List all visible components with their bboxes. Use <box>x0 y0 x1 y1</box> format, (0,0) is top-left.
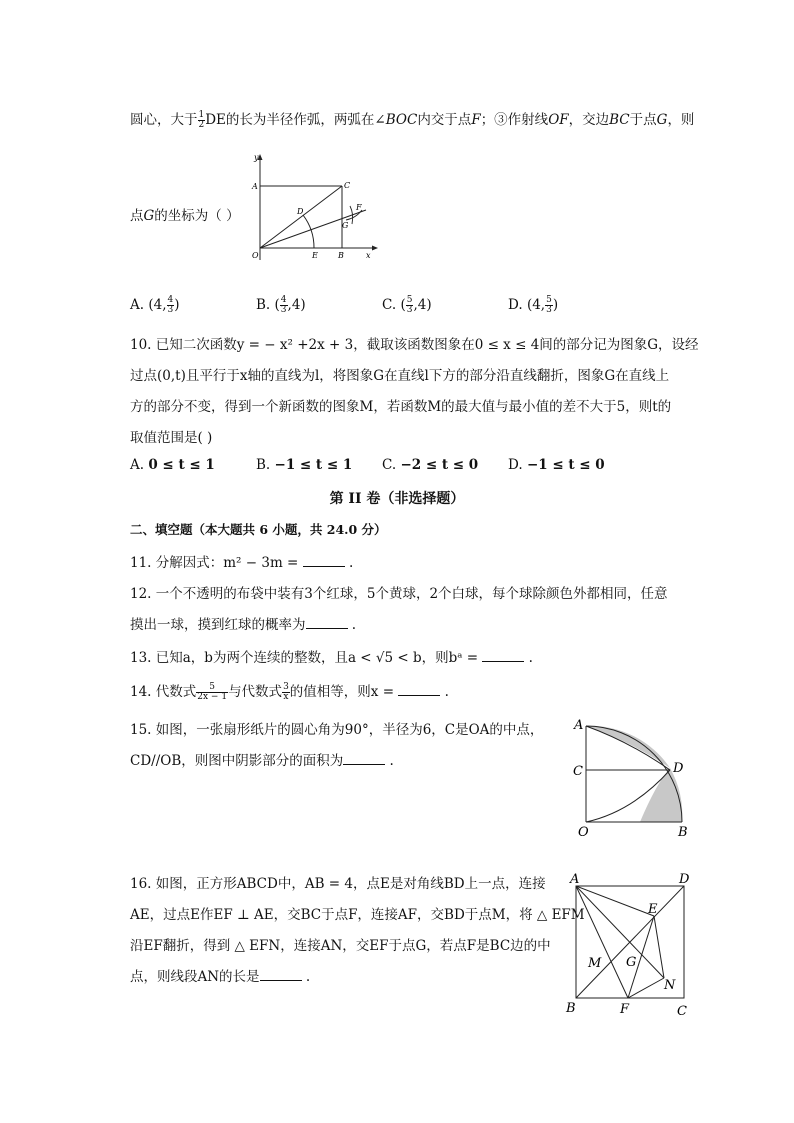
q14-fraction2 <box>282 683 290 702</box>
q9-var: BOC <box>385 112 418 128</box>
label-o: O <box>578 825 589 838</box>
q10-option-c[interactable] <box>382 457 478 473</box>
q9-var: G <box>143 208 155 224</box>
label-f: F <box>356 203 362 212</box>
q16-line2: AE，过点E作EF ⊥ AE，交BC于点F，连接AF，交BD于点M，将 △ EFM <box>130 907 585 923</box>
q9-var: OF <box>548 112 569 128</box>
fraction-den: 3 <box>167 305 174 315</box>
label-b: B <box>678 825 688 838</box>
q9-line2 <box>130 204 240 224</box>
option-text: ( <box>274 297 280 313</box>
fraction-num: 4 <box>280 295 287 305</box>
label-e: E <box>648 902 658 917</box>
fraction-num: 5 <box>546 295 552 305</box>
q16-answer-blank[interactable] <box>260 968 302 981</box>
fraction-num: 4 <box>167 295 174 305</box>
label-g: G <box>626 955 637 970</box>
ray-of <box>260 210 366 248</box>
q14-text: 的值相等，则x = <box>289 684 399 700</box>
q9-text: 点 <box>130 208 144 224</box>
q10-option-a[interactable] <box>130 457 215 473</box>
q9-text: 圆心，大于 <box>130 112 198 128</box>
option-fraction <box>280 296 288 315</box>
q15-sector-figure <box>570 712 700 838</box>
q16-square-figure <box>562 870 702 1020</box>
q9-option-c[interactable] <box>382 296 432 315</box>
q9-text: 内交于点 <box>417 112 472 128</box>
fraction-num: 3 <box>283 682 289 692</box>
option-label: C. <box>382 297 397 313</box>
label-a: A <box>252 182 258 191</box>
q16-line4 <box>130 965 310 985</box>
label-d: D <box>673 761 684 776</box>
q16-line3: 沿EF翻折，得到 △ EFN，连接AN，交EF于点G，若点F是BC边的中 <box>130 938 551 954</box>
q9-option-d[interactable] <box>508 296 558 315</box>
fraction-num: 5 <box>406 295 413 305</box>
fraction-den: 3 <box>406 305 413 315</box>
fraction-den: 3 <box>546 305 552 315</box>
q9-option-a[interactable] <box>130 296 180 315</box>
label-o: O <box>252 251 259 260</box>
option-label: D. <box>508 457 523 473</box>
q9-text: 的坐标为（ ） <box>154 208 240 224</box>
option-text: ( <box>400 297 406 313</box>
option-text: 0 ≤ t ≤ 1 <box>148 457 215 473</box>
option-text: ,4) <box>287 297 306 313</box>
q15-answer-blank[interactable] <box>343 752 385 765</box>
q10-line1: 10. 已知二次函数y = − x² +2x + 3，截取该函数图象在0 ≤ x ≤ 4间的部分记为图象G，设经 <box>130 337 699 353</box>
q14-text: 与代数式 <box>228 684 283 700</box>
q11-text-end: . <box>344 555 354 571</box>
x-axis-arrow <box>372 246 378 251</box>
q13-answer-blank[interactable] <box>482 649 524 662</box>
q9-coordinate-figure <box>230 148 380 264</box>
q12-answer-blank[interactable] <box>306 616 348 629</box>
q9-text: ，则 <box>667 112 695 128</box>
q11-answer-blank[interactable] <box>303 554 345 567</box>
fraction-num: 5 <box>196 683 228 693</box>
label-x: x <box>366 251 371 260</box>
q15-text: CD//OB，则图中阴影部分的面积为 <box>130 753 344 769</box>
q13-line <box>130 646 533 666</box>
option-text: ,4) <box>413 297 432 313</box>
q13-text: 13. 已知a，b为两个连续的整数，且a < √5 < b，则bᵃ = <box>130 650 483 666</box>
q12-line1: 12. 一个不透明的布袋中装有3个红球，5个黄球，2个白球，每个球除颜色外都相同，任意 <box>130 586 668 602</box>
label-a: A <box>574 718 584 733</box>
label-d: D <box>297 207 304 216</box>
q15-line2 <box>130 749 394 769</box>
part2-heading: 二、填空题（本大题共 6 小题，共 24.0 分） <box>130 522 387 537</box>
half-num: 1 <box>198 110 205 120</box>
label-f: F <box>620 1002 630 1017</box>
segment-oc <box>260 186 342 248</box>
option-label: B. <box>256 457 271 473</box>
half-den: 2 <box>198 120 205 130</box>
option-text: (4, <box>148 297 167 313</box>
q9-text: DE的长为半径作弧，两弧在∠ <box>205 112 386 128</box>
q9-option-b[interactable] <box>256 296 306 315</box>
label-m: M <box>588 956 602 971</box>
label-c: C <box>344 181 351 190</box>
q14-line <box>130 680 449 702</box>
fraction-den: x <box>283 692 289 702</box>
fraction-den: 2x − 1 <box>197 692 228 702</box>
option-text: (4, <box>526 297 546 313</box>
option-label: C. <box>382 457 397 473</box>
option-text: ) <box>174 297 180 313</box>
q9-var: BC <box>609 112 630 128</box>
label-y: y <box>254 153 259 162</box>
label-n: N <box>664 978 676 993</box>
option-text: −1 ≤ t ≤ 1 <box>274 457 353 473</box>
label-b: B <box>566 1001 576 1016</box>
q9-var: F <box>471 112 481 128</box>
q16-text-end: . <box>301 969 311 985</box>
option-text: −2 ≤ t ≤ 0 <box>400 457 479 473</box>
option-label: A. <box>130 457 145 473</box>
option-label: D. <box>508 297 523 313</box>
option-text: −1 ≤ t ≤ 0 <box>526 457 605 473</box>
q10-option-b[interactable] <box>256 457 352 473</box>
section-title: 第 II 卷（非选择题） <box>329 491 465 507</box>
q14-text: 14. 代数式 <box>130 684 197 700</box>
q12-text-end: . <box>347 617 357 633</box>
q15-line1: 15. 如图，一张扇形纸片的圆心角为90°，半径为6，C是OA的中点， <box>130 722 544 738</box>
q14-text-end: . <box>440 684 449 700</box>
q9-line1 <box>130 108 694 130</box>
label-c: C <box>677 1004 687 1019</box>
q11-line <box>130 551 353 571</box>
label-a: A <box>570 872 580 887</box>
q11-text: 11. 分解因式：m² − 3m = <box>130 555 303 571</box>
label-b: B <box>338 251 344 260</box>
q9-text: 于点 <box>629 112 657 128</box>
q9-var: G <box>656 112 668 128</box>
segment-ad <box>586 726 670 770</box>
option-label: B. <box>256 297 271 313</box>
q9-text: ，交边 <box>568 112 610 128</box>
fraction-den: 3 <box>280 305 287 315</box>
label-c: C <box>573 764 583 779</box>
q10-line2: 过点(0,t)且平行于x轴的直线为l，将图象G在直线l下方的部分沿直线翻折，图象G在直线上 <box>130 368 670 384</box>
q12-text: 摸出一球，摸到红球的概率为 <box>130 617 306 633</box>
label-e: E <box>312 251 318 260</box>
option-fraction <box>545 296 553 315</box>
option-label: A. <box>130 297 145 313</box>
q15-text-end: . <box>385 753 394 769</box>
q13-text-end: . <box>524 650 533 666</box>
q16-text: 点，则线段AN的长是 <box>130 969 260 985</box>
q10-line4: 取值范围是( ) <box>130 430 213 446</box>
q12-line2 <box>130 613 356 633</box>
label-d: D <box>679 872 690 887</box>
option-text: ) <box>552 297 559 313</box>
label-g: G <box>342 221 349 230</box>
q14-fraction1 <box>196 683 228 702</box>
q14-answer-blank[interactable] <box>398 683 440 696</box>
q16-line1: 16. 如图，正方形ABCD中，AB = 4，点E是对角线BD上一点，连接 <box>130 876 546 892</box>
q9-text: ；③作射线 <box>480 112 549 128</box>
q10-line3: 方的部分不变，得到一个新函数的图象M，若函数M的最大值与最小值的差不大于5，则t的 <box>130 399 672 415</box>
q10-option-d[interactable] <box>508 457 605 473</box>
shaded-region-bottom <box>640 768 682 822</box>
